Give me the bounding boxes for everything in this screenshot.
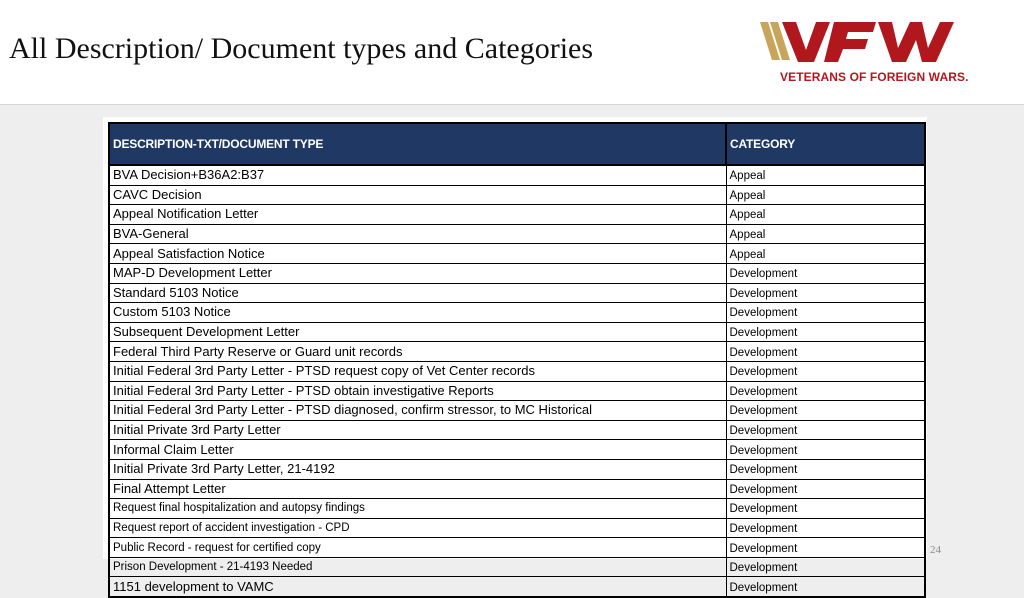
table-header-row (109, 123, 925, 165)
description-cell: Initial Federal 3rd Party Letter - PTSD request copy of Vet Center records (109, 361, 726, 381)
description-cell: Request report of accident investigation - CPD (109, 518, 726, 538)
table-row (109, 283, 925, 303)
description-cell: Request final hospitalization and autopsy findings (109, 499, 726, 519)
category-cell: Development (726, 577, 925, 597)
description-cell: BVA-General (109, 224, 726, 244)
category-cell: Appeal (726, 185, 925, 205)
category-cell: Development (726, 440, 925, 460)
description-cell: Initial Federal 3rd Party Letter - PTSD obtain investigative Reports (109, 381, 726, 401)
table-row (109, 342, 925, 362)
table-row (109, 479, 925, 499)
page-number: 24 (930, 544, 941, 556)
category-cell: Development (726, 518, 925, 538)
document-types-table (108, 122, 926, 598)
category-cell: Appeal (726, 165, 925, 185)
category-cell: Appeal (726, 205, 925, 225)
category-cell: Appeal (726, 244, 925, 264)
description-cell: Prison Development - 21-4193 Needed (109, 557, 726, 577)
category-cell: Development (726, 381, 925, 401)
category-cell: Development (726, 283, 925, 303)
category-cell: Appeal (726, 224, 925, 244)
table-row (109, 577, 925, 597)
description-cell: MAP-D Development Letter (109, 263, 726, 283)
table-row (109, 459, 925, 479)
vfw-logo (760, 20, 984, 86)
description-cell: Initial Federal 3rd Party Letter - PTSD diagnosed, confirm stressor, to MC Historical (109, 401, 726, 421)
description-cell: Custom 5103 Notice (109, 303, 726, 323)
category-cell: Development (726, 361, 925, 381)
category-cell: Development (726, 401, 925, 421)
table-row (109, 401, 925, 421)
table-row (109, 263, 925, 283)
table-row (109, 499, 925, 519)
category-cell: Development (726, 420, 925, 440)
table-row (109, 538, 925, 558)
table-row (109, 322, 925, 342)
document-types-table-container (103, 117, 927, 594)
table-row (109, 420, 925, 440)
category-cell: Development (726, 342, 925, 362)
description-cell: BVA Decision+B36A2:B37 (109, 165, 726, 185)
table-row (109, 381, 925, 401)
description-cell: Appeal Notification Letter (109, 205, 726, 225)
description-cell: Informal Claim Letter (109, 440, 726, 460)
description-cell: Subsequent Development Letter (109, 322, 726, 342)
description-cell: Standard 5103 Notice (109, 283, 726, 303)
category-cell: Development (726, 303, 925, 323)
table-row (109, 205, 925, 225)
description-cell: Federal Third Party Reserve or Guard unit records (109, 342, 726, 362)
description-cell: Public Record - request for certified copy (109, 538, 726, 558)
description-cell: Initial Private 3rd Party Letter (109, 420, 726, 440)
description-cell: 1151 development to VAMC (109, 577, 726, 597)
page-title: All Description/ Document types and Categories (9, 32, 594, 65)
description-cell: Appeal Satisfaction Notice (109, 244, 726, 264)
table-row (109, 165, 925, 185)
description-cell: Initial Private 3rd Party Letter, 21-4192 (109, 459, 726, 479)
category-cell: Development (726, 263, 925, 283)
category-cell: Development (726, 538, 925, 558)
column-header-description: DESCRIPTION-TXT/DOCUMENT TYPE (109, 123, 726, 165)
category-cell: Development (726, 499, 925, 519)
category-cell: Development (726, 459, 925, 479)
table-row (109, 303, 925, 323)
table-row (109, 185, 925, 205)
table-row (109, 224, 925, 244)
category-cell: Development (726, 557, 925, 577)
category-cell: Development (726, 479, 925, 499)
logo-subtitle: VETERANS OF FOREIGN WARS. (780, 70, 969, 84)
vfw-logo-mark (760, 20, 984, 68)
table-row (109, 361, 925, 381)
slide-header (0, 0, 1024, 105)
description-cell: CAVC Decision (109, 185, 726, 205)
table-row (109, 244, 925, 264)
description-cell: Final Attempt Letter (109, 479, 726, 499)
table-row (109, 518, 925, 538)
column-header-category: CATEGORY (726, 123, 925, 165)
category-cell: Development (726, 322, 925, 342)
table-row (109, 440, 925, 460)
table-body (109, 165, 925, 597)
table-row (109, 557, 925, 577)
